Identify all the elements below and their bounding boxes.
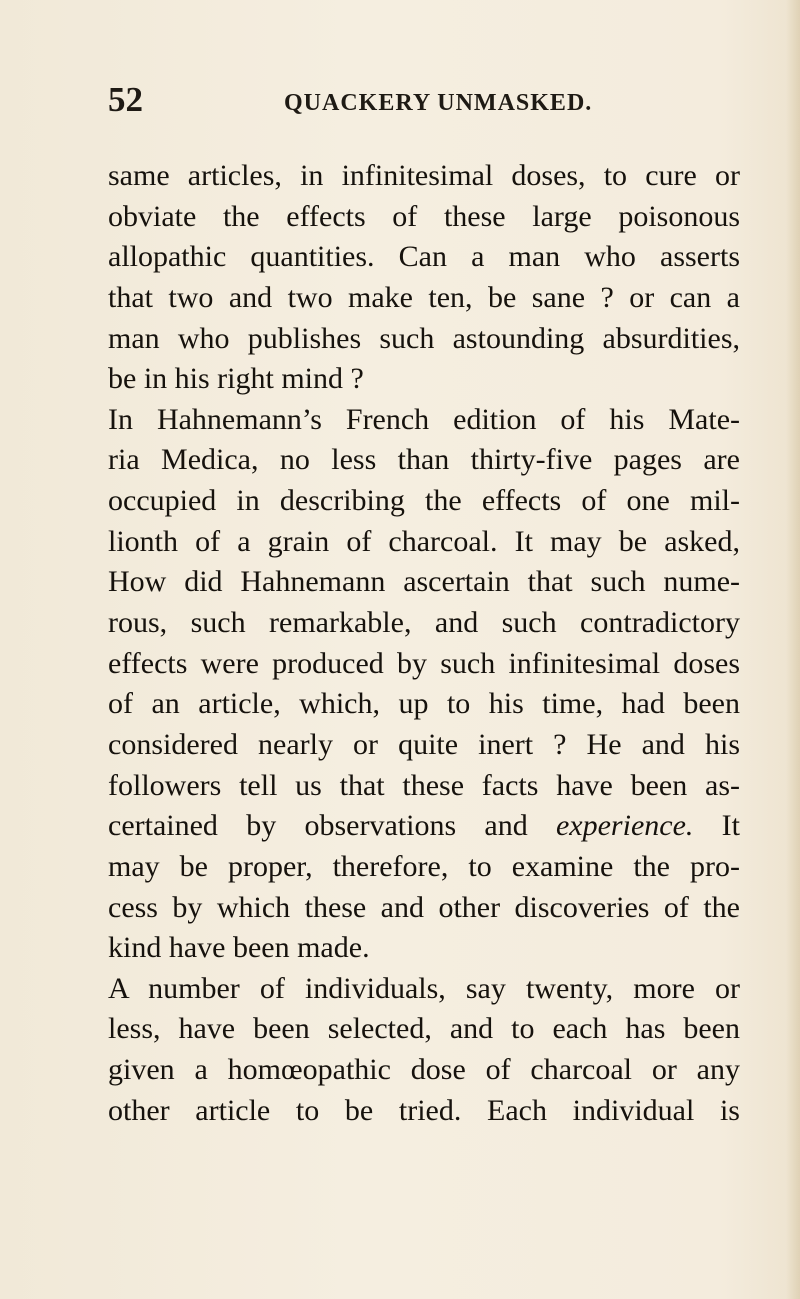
text-segment: It bbox=[721, 809, 740, 843]
text-line: may be proper, therefore, to examine the pro- bbox=[108, 849, 740, 883]
text-line: occupied in describing the effects of one mil- bbox=[108, 484, 740, 518]
text-line: same articles, in infinitesimal doses, to cure or bbox=[108, 159, 740, 192]
text-line: followers tell us that these facts have been as- bbox=[108, 768, 740, 802]
text-line-with-italic bbox=[108, 806, 740, 847]
text-line: less, have been selected, and to each has been bbox=[108, 1012, 740, 1046]
text-line: of an article, which, up to his time, had been bbox=[108, 687, 740, 721]
text-line: allopathic quantities. Can a man who asserts bbox=[108, 240, 740, 274]
text-line: How did Hahnemann ascertain that such nume- bbox=[108, 565, 740, 599]
body-text bbox=[108, 156, 740, 1131]
text-line: rous, such remarkable, and such contradictory bbox=[108, 606, 740, 640]
text-line: given a homœopathic dose of charcoal or any bbox=[108, 1053, 740, 1087]
text-line: kind have been made. bbox=[108, 931, 370, 965]
running-head: QUACKERY UNMASKED. bbox=[284, 90, 593, 116]
text-line: effects were produced by such infinitesimal doses bbox=[108, 646, 740, 680]
text-line: A number of individuals, say twenty, more or bbox=[108, 971, 740, 1005]
text-line: ria Medica, no less than thirty-five pages are bbox=[108, 443, 740, 477]
page-edge-shadow bbox=[786, 0, 800, 1299]
page-number: 52 bbox=[108, 80, 143, 119]
text-line: be in his right mind ? bbox=[108, 362, 364, 396]
text-line: man who publishes such astounding absurdities, bbox=[108, 321, 740, 355]
italic-word: experience. bbox=[555, 809, 694, 843]
text-line: lionth of a grain of charcoal. It may be asked, bbox=[108, 524, 740, 558]
text-line: obviate the effects of these large poisonous bbox=[108, 199, 740, 233]
text-line: considered nearly or quite inert ? He and his bbox=[108, 727, 740, 761]
text-line: cess by which these and other discoveries of the bbox=[108, 890, 740, 924]
page-header bbox=[108, 80, 748, 128]
text-line: other article to be tried. Each individual is bbox=[108, 1093, 740, 1127]
text-line: that two and two make ten, be sane ? or can a bbox=[108, 280, 740, 314]
text-line: In Hahnemann’s French edition of his Mate- bbox=[108, 402, 740, 436]
text-segment: certained by observations and bbox=[108, 809, 528, 843]
